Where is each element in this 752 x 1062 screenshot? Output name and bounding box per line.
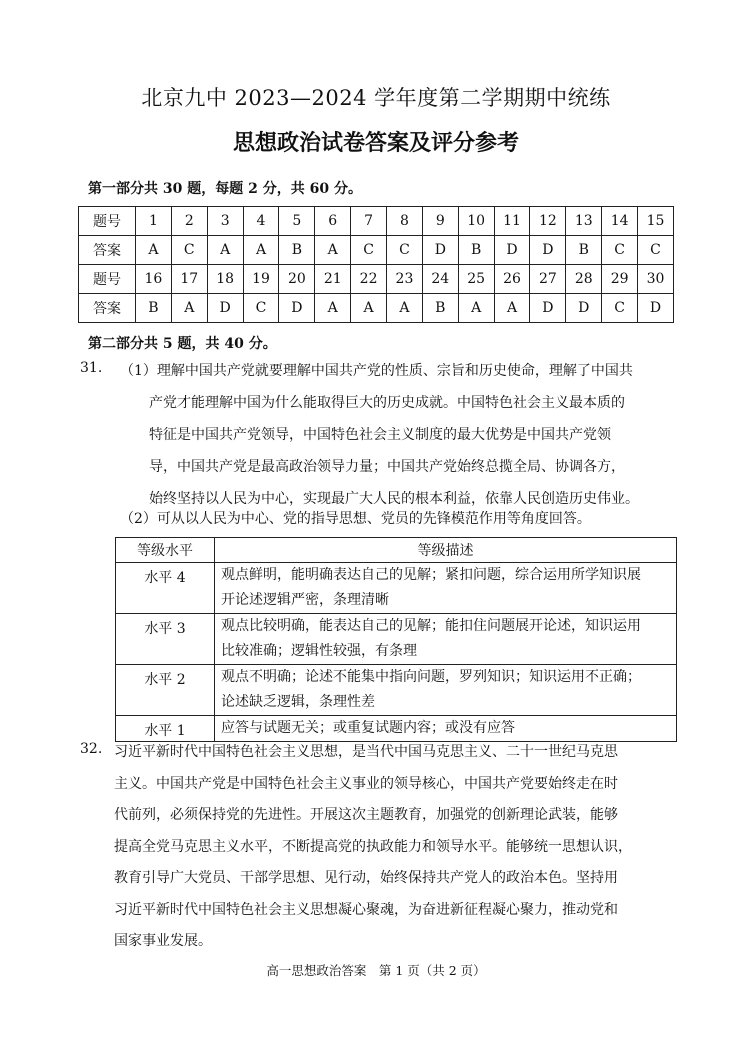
answer-table-cell: D bbox=[279, 294, 315, 323]
answer-table-cell: A bbox=[351, 294, 387, 323]
page-footer: 高一思想政治答案 第 1 页（共 2 页） bbox=[266, 963, 486, 978]
answer-table-cell: A bbox=[243, 236, 279, 265]
answer-table-cell: 18 bbox=[207, 265, 243, 294]
answer-table-cell: 26 bbox=[494, 265, 530, 294]
rubric-desc-line: 开论述逻辑严密，条理清晰 bbox=[221, 592, 389, 608]
rubric-header-desc: 等级描述 bbox=[215, 538, 677, 563]
answer-table-row-label: 题号 bbox=[79, 207, 136, 236]
answer-table-cell: A bbox=[315, 236, 351, 265]
rubric-row bbox=[116, 665, 677, 716]
rubric-row bbox=[116, 716, 677, 742]
rubric-desc-line: 应答与试题无关；或重复试题内容；或没有应答 bbox=[221, 720, 515, 736]
rubric-level: 水平 4 bbox=[116, 563, 215, 614]
answer-table-cell: 10 bbox=[458, 207, 494, 236]
text-line: 代前列，必须保持党的先进性。开展这次主题教育，加强党的创新理论武装，能够 bbox=[114, 807, 618, 823]
answer-table-cell: 6 bbox=[315, 207, 351, 236]
answer-table-cell: C bbox=[243, 294, 279, 323]
text-line: 习近平新时代中国特色社会主义思想，是当代中国马克思主义、二十一世纪马克思 bbox=[114, 744, 618, 760]
answer-table-cell: C bbox=[387, 236, 423, 265]
page-subtitle: 思想政治试卷答案及评分参考 bbox=[232, 130, 519, 156]
answer-table-cell: 22 bbox=[351, 265, 387, 294]
answer-table-cell: 5 bbox=[279, 207, 315, 236]
text-line: 提高全党马克思主义水平，不断提高党的执政能力和领导水平。能够统一思想认识， bbox=[114, 838, 632, 855]
text-line: 导，中国共产党是最高政治领导力量；中国共产党始终总揽全局、协调各方， bbox=[149, 459, 625, 475]
answer-table-cell: C bbox=[602, 236, 638, 265]
answer-table-cell: 17 bbox=[171, 265, 207, 294]
text-line: 国家事业发展。 bbox=[114, 933, 212, 949]
answer-table-cell: A bbox=[458, 294, 494, 323]
answer-table-cell: B bbox=[422, 294, 458, 323]
rubric-row bbox=[116, 614, 677, 665]
answer-table-cell: 2 bbox=[171, 207, 207, 236]
answer-table-cell: 12 bbox=[530, 207, 566, 236]
answer-table-cell: D bbox=[494, 236, 530, 265]
answer-table-cell: A bbox=[315, 294, 351, 323]
answer-table-cell: C bbox=[171, 236, 207, 265]
answer-table-cell: 4 bbox=[243, 207, 279, 236]
rubric-level: 水平 2 bbox=[116, 665, 215, 716]
rubric-desc bbox=[215, 563, 677, 614]
answer-table-cell: A bbox=[171, 294, 207, 323]
answer-table-cell: 23 bbox=[387, 265, 423, 294]
text-line: 产党才能理解中国为什么能取得巨大的历史成就。中国特色社会主义最本质的 bbox=[149, 395, 625, 411]
rubric-level: 水平 1 bbox=[116, 716, 215, 742]
answer-table-cell: 11 bbox=[494, 207, 530, 236]
answer-table-cell: C bbox=[638, 236, 674, 265]
answer-table-cell: 14 bbox=[602, 207, 638, 236]
answer-table-cell: D bbox=[638, 294, 674, 323]
answer-table-cell: 9 bbox=[422, 207, 458, 236]
answer-table-row-label: 答案 bbox=[79, 294, 136, 323]
answer-table-cell: 30 bbox=[638, 265, 674, 294]
answer-table-cell: A bbox=[136, 236, 172, 265]
answer-table-cell: 25 bbox=[458, 265, 494, 294]
answer-table-cell: 7 bbox=[351, 207, 387, 236]
rubric-desc-line: 论述缺乏逻辑，条理性差 bbox=[221, 694, 375, 710]
question-31-part1 bbox=[120, 360, 639, 520]
answer-table-cell: 29 bbox=[602, 265, 638, 294]
answer-table-cell: C bbox=[602, 294, 638, 323]
answer-table-cell: D bbox=[422, 236, 458, 265]
rubric-desc-line: 观点比较明确，能表达自己的见解；能扣住问题展开论述，知识运用 bbox=[221, 618, 641, 634]
rubric-desc-line: 观点不明确；论述不能集中指向问题，罗列知识；知识运用不正确； bbox=[221, 669, 641, 685]
answer-table-cell: A bbox=[207, 236, 243, 265]
question-31-number: 31. bbox=[80, 360, 103, 376]
answer-table-cell: 16 bbox=[136, 265, 172, 294]
answer-table-cell: B bbox=[136, 294, 172, 323]
answer-table-cell: 15 bbox=[638, 207, 674, 236]
answer-table-row bbox=[79, 236, 674, 265]
answer-table-cell: D bbox=[566, 294, 602, 323]
question-32-number: 32. bbox=[80, 741, 103, 757]
answer-table-cell: A bbox=[387, 294, 423, 323]
answer-table-cell: 13 bbox=[566, 207, 602, 236]
question-31-part2: （2）可从以人民为中心、党的指导思想、党员的先锋模范作用等角度回答。 bbox=[120, 511, 591, 527]
answer-table-cell: 24 bbox=[422, 265, 458, 294]
text-line: 习近平新时代中国特色社会主义思想凝心聚魂，为奋进新征程凝心聚力，推动党和 bbox=[114, 901, 618, 918]
text-line: 教育引导广大党员、干部学思想、见行动，始终保持共产党人的政治本色。坚持用 bbox=[114, 870, 618, 886]
question-32-answer bbox=[114, 741, 632, 962]
rubric-desc-line: 比较准确；逻辑性较强，有条理 bbox=[221, 643, 417, 659]
answer-table-cell: 19 bbox=[243, 265, 279, 294]
text-line: （1）理解中国共产党就要理解中国共产党的性质、宗旨和历史使命，理解了中国共 bbox=[120, 363, 633, 379]
rubric-header-level: 等级水平 bbox=[116, 538, 215, 563]
answer-table-cell: 21 bbox=[315, 265, 351, 294]
text-line: 始终坚持以人民为中心，实现最广大人民的根本利益，依靠人民创造历史伟业。 bbox=[149, 491, 639, 507]
text-line: 特征是中国共产党领导，中国特色社会主义制度的最大优势是中国共产党领 bbox=[149, 427, 611, 443]
part1-heading: 第一部分共 30 题，每题 2 分，共 60 分。 bbox=[88, 181, 362, 197]
answer-table-cell: 28 bbox=[566, 265, 602, 294]
answer-table-cell: B bbox=[566, 236, 602, 265]
part2-heading: 第二部分共 5 题，共 40 分。 bbox=[88, 336, 277, 352]
text-line: 主义。中国共产党是中国特色社会主义事业的领导核心，中国共产党要始终走在时 bbox=[114, 775, 618, 792]
page-title: 北京九中 2023—2024 学年度第二学期期中统练 bbox=[141, 86, 611, 110]
answer-table-cell: C bbox=[351, 236, 387, 265]
rubric-level: 水平 3 bbox=[116, 614, 215, 665]
answer-table bbox=[78, 206, 674, 323]
answer-table-row bbox=[79, 207, 674, 236]
answer-table-cell: A bbox=[494, 294, 530, 323]
rubric-desc bbox=[215, 614, 677, 665]
answer-table-cell: D bbox=[207, 294, 243, 323]
answer-table-row-label: 答案 bbox=[79, 236, 136, 265]
answer-table-cell: 20 bbox=[279, 265, 315, 294]
rubric-row bbox=[116, 563, 677, 614]
answer-table-row bbox=[79, 265, 674, 294]
answer-table-row-label: 题号 bbox=[79, 265, 136, 294]
answer-table-cell: 1 bbox=[136, 207, 172, 236]
rubric-desc-line: 观点鲜明，能明确表达自己的见解；紧扣问题，综合运用所学知识展 bbox=[221, 567, 641, 583]
answer-table-cell: 8 bbox=[387, 207, 423, 236]
answer-table-cell: B bbox=[279, 236, 315, 265]
answer-table-row bbox=[79, 294, 674, 323]
answer-table-cell: D bbox=[530, 294, 566, 323]
answer-table-cell: B bbox=[458, 236, 494, 265]
rubric-table bbox=[115, 537, 677, 742]
answer-table-cell: 3 bbox=[207, 207, 243, 236]
answer-table-cell: 27 bbox=[530, 265, 566, 294]
rubric-desc bbox=[215, 716, 677, 742]
answer-table-cell: D bbox=[530, 236, 566, 265]
rubric-desc bbox=[215, 665, 677, 716]
rubric-header-row bbox=[116, 538, 677, 563]
